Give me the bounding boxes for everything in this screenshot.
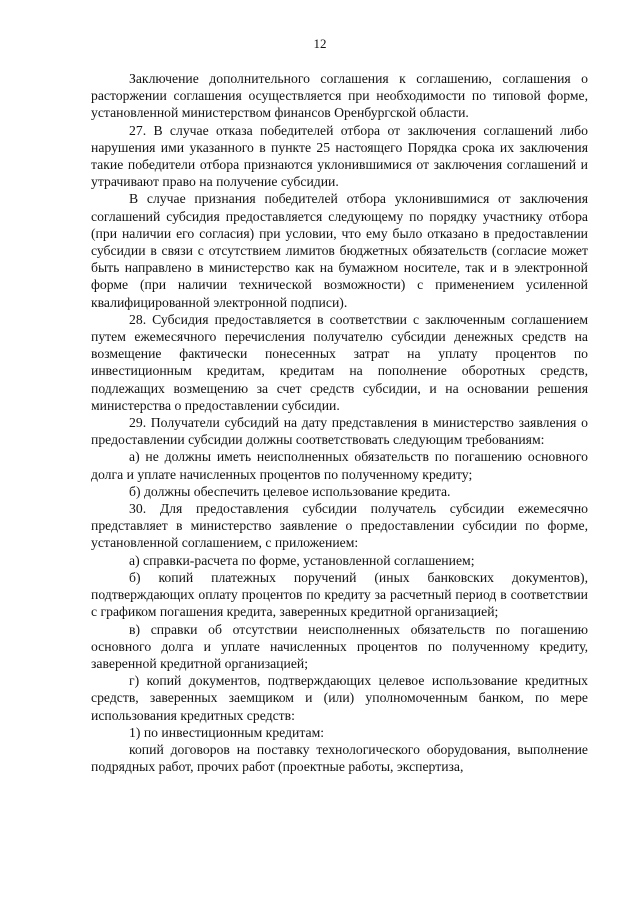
paragraph: а) не должны иметь неисполненных обязательств по погашению основного долга и уплате начисленных процентов по полученному кредиту; xyxy=(91,449,588,482)
paragraph: б) должны обеспечить целевое использование кредита. xyxy=(129,483,451,499)
page-number: 12 xyxy=(313,36,327,51)
paragraph: В случае признания победителей отбора уклонившимися от заключения соглашений субсидия предоставляется следующему по порядку участнику отбора (при наличии его согласия) при условии, что ему было отказано в предоставлении субсидии в связи с отсутствием лимитов бюджетных обязательств (согласие может быть направлено в министерство как на бумажном носителе, так и в электронной форме (при наличии технической возможности) с применением усиленной квалифицированной электронной подписи). xyxy=(91,191,588,310)
paragraph: г) копий документов, подтверждающих целевое использование кредитных средств, заверенных заемщиком и (или) уполномоченным банком, по мере использования кредитных средств: xyxy=(91,673,588,723)
document-body xyxy=(91,70,588,775)
paragraph: Заключение дополнительного соглашения к соглашению, соглашения о расторжении соглашения осуществляется при необходимости по типовой форме, установленной министерством финансов Оренбургской области. xyxy=(91,71,588,121)
paragraph: б) копий платежных поручений (иных банковских документов), подтверждающих оплату процентов по кредиту за расчетный период в соответствии с графиком погашения кредита, заверенных кредитной организацией; xyxy=(91,569,588,620)
paragraph: копий договоров на поставку технологического оборудования, выполнение подрядных работ, прочих работ (проектные работы, экспертиза, xyxy=(91,741,588,775)
paragraph: а) справки-расчета по форме, установленной соглашением; xyxy=(129,552,475,568)
paragraph: 30. Для предоставления субсидии получатель субсидии ежемесячно представляет в министерство заявление о предоставлении субсидии по форме, установленной соглашением, с приложением: xyxy=(91,501,588,551)
paragraph: 28. Субсидия предоставляется в соответствии с заключенным соглашением путем ежемесячного перечисления получателю субсидии денежных средств на возмещение фактически понесенных затрат на уплату процентов по инвестиционным кредитам, кредитам на пополнение оборотных средств, подлежащих возмещению за счет средств субсидии, и на основании решения министерства о предоставлении субсидии. xyxy=(91,311,588,413)
paragraph: 1) по инвестиционным кредитам: xyxy=(129,724,325,740)
paragraph: 29. Получатели субсидий на дату представления в министерство заявления о предоставлении субсидии должны соответствовать следующим требованиям: xyxy=(91,415,588,448)
paragraph: в) справки об отсутствии неисполненных обязательств по погашению основного долга и уплате начисленных процентов по полученному кредиту, заверенной кредитной организацией; xyxy=(91,621,588,671)
paragraph: 27. В случае отказа победителей отбора от заключения соглашений либо нарушения ими указанного в пункте 25 настоящего Порядка срока их заключения такие победители отбора признаются уклонившимися от заключения соглашений и утрачивают право на получение субсидии. xyxy=(91,122,588,190)
